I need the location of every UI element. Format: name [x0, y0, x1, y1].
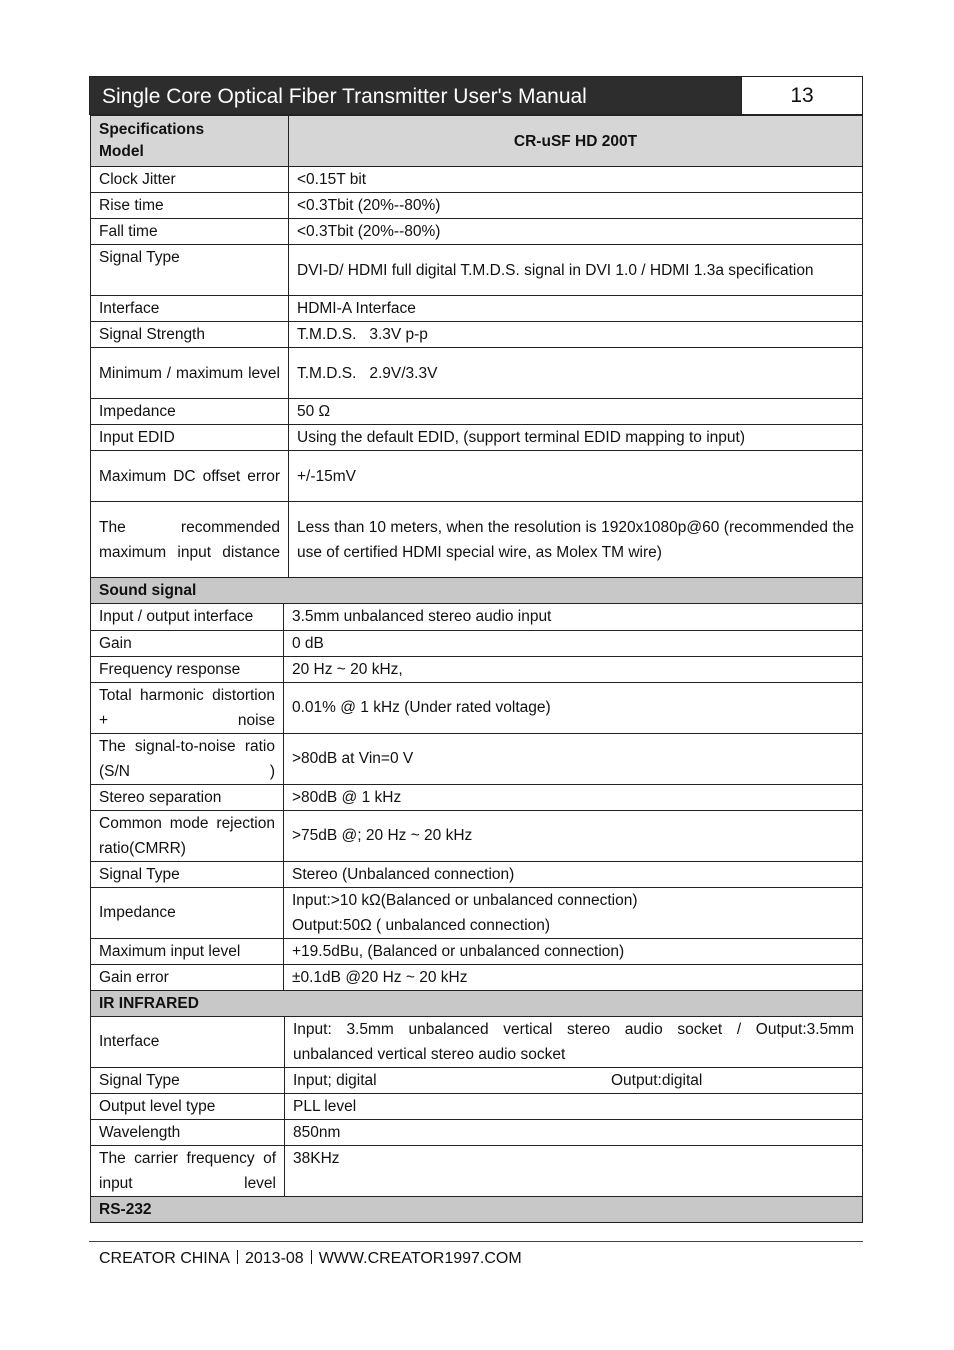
row-value: +19.5dBu, (Balanced or unbalanced connection) [284, 938, 863, 964]
row-value: Less than 10 meters, when the resolution is 1920x1080p@60 (recommended the use of certified HDMI special wire, as Molex TM wire) [289, 502, 863, 578]
table-row [91, 193, 863, 219]
page-number: 13 [742, 77, 862, 114]
table-row [91, 348, 863, 399]
row-value: >80dB at Vin=0 V [284, 733, 863, 784]
row-label: The recommended maximum input distance [91, 502, 289, 578]
table-row [91, 296, 863, 322]
table-row [91, 167, 863, 193]
row-label: Clock Jitter [91, 167, 289, 193]
impedance-input-value: Input:>10 kΩ(Balanced or unbalanced connection) [292, 891, 638, 909]
row-value: ±0.1dB @20 Hz ~ 20 kHz [284, 964, 863, 990]
row-label: Input EDID [91, 425, 289, 451]
row-value: 0 dB [284, 630, 863, 656]
row-value: 3.5mm unbalanced stereo audio input [284, 604, 863, 630]
row-label: Common mode rejection ratio(CMRR) [91, 810, 284, 861]
row-label: Impedance [91, 887, 284, 938]
row-label: Impedance [91, 399, 289, 425]
section-title: IR INFRARED [91, 990, 863, 1016]
row-value-split [285, 1068, 863, 1094]
row-label: Minimum / maximum level [91, 348, 289, 399]
row-label: Gain [91, 630, 284, 656]
row-value: T.M.D.S. 3.3V p-p [289, 322, 863, 348]
section-title: Sound signal [91, 578, 863, 604]
row-value-multiline [284, 887, 863, 938]
row-value: Using the default EDID, (support terminal EDID mapping to input) [289, 425, 863, 451]
signal-input-value: Input; digital [293, 1072, 377, 1089]
impedance-output-value: Output:50Ω ( unbalanced connection) [292, 916, 551, 934]
row-value: PLL level [285, 1094, 863, 1120]
row-label: Signal Type [91, 861, 284, 887]
specifications-table [90, 115, 863, 1223]
table-row [91, 656, 863, 682]
row-value: 50 Ω [289, 399, 863, 425]
row-value: <0.3Tbit (20%--80%) [289, 219, 863, 245]
section-header-sound [91, 578, 863, 604]
row-label: Maximum DC offset error [91, 451, 289, 502]
row-label: Signal Type [91, 1068, 285, 1094]
table-row [91, 219, 863, 245]
row-label: Maximum input level [91, 938, 284, 964]
row-label: Stereo separation [91, 784, 284, 810]
model-label: Model [99, 143, 144, 160]
row-label: The carrier frequency of input level [91, 1146, 285, 1197]
row-value: 850nm [285, 1120, 863, 1146]
row-value: 38KHz [285, 1146, 863, 1197]
row-label: Input / output interface [91, 604, 284, 630]
footer-divider [89, 1241, 863, 1242]
footer-company: CREATOR CHINA [99, 1250, 230, 1267]
row-label: Frequency response [91, 656, 284, 682]
table-row [91, 1146, 863, 1197]
specifications-label: Specifications [99, 121, 205, 138]
table-row [91, 1120, 863, 1146]
row-value: T.M.D.S. 2.9V/3.3V [289, 348, 863, 399]
table-row [91, 502, 863, 578]
table-row [91, 810, 863, 861]
table-row [91, 451, 863, 502]
document-title: Single Core Optical Fiber Transmitter User's Manual [90, 77, 742, 114]
table-row [91, 322, 863, 348]
footer-website: WWW.CREATOR1997.COM [318, 1250, 522, 1267]
row-value: 20 Hz ~ 20 kHz, [284, 656, 863, 682]
table-row [91, 604, 863, 630]
model-name: CR-uSF HD 200T [289, 116, 863, 167]
table-row [91, 887, 863, 938]
row-label: The signal-to-noise ratio (S/N ) [91, 733, 284, 784]
table-row [91, 630, 863, 656]
row-label: Output level type [91, 1094, 285, 1120]
row-label: Signal Type [91, 245, 289, 296]
section-header-rs232 [91, 1197, 863, 1223]
row-value: >80dB @ 1 kHz [284, 784, 863, 810]
table-row [91, 1017, 863, 1068]
table-row [91, 861, 863, 887]
table-row [91, 399, 863, 425]
page-header [89, 76, 863, 115]
table-row [91, 938, 863, 964]
row-value: +/-15mV [289, 451, 863, 502]
row-label: Wavelength [91, 1120, 285, 1146]
row-label: Signal Strength [91, 322, 289, 348]
table-row [91, 1068, 863, 1094]
footer-separator [311, 1250, 312, 1264]
row-value: Stereo (Unbalanced connection) [284, 861, 863, 887]
row-label: Fall time [91, 219, 289, 245]
row-value: DVI-D/ HDMI full digital T.M.D.S. signal in DVI 1.0 / HDMI 1.3a specification [289, 245, 863, 296]
row-label: Rise time [91, 193, 289, 219]
row-label: Interface [91, 296, 289, 322]
table-row [91, 245, 863, 296]
row-value: HDMI-A Interface [289, 296, 863, 322]
footer-separator [237, 1250, 238, 1264]
row-value: Input: 3.5mm unbalanced vertical stereo audio socket / Output:3.5mm unbalanced vertical stereo audio socket [285, 1017, 863, 1068]
table-row [91, 733, 863, 784]
section-title: RS-232 [91, 1197, 863, 1223]
row-label: Gain error [91, 964, 284, 990]
page-footer [99, 1250, 522, 1268]
row-label: Interface [91, 1017, 285, 1068]
row-value: 0.01% @ 1 kHz (Under rated voltage) [284, 682, 863, 733]
section-header-ir [91, 990, 863, 1016]
signal-output-value: Output:digital [611, 1072, 703, 1089]
footer-date: 2013-08 [244, 1250, 304, 1267]
row-value: <0.15T bit [289, 167, 863, 193]
header-label-cell [91, 116, 289, 167]
row-value: >75dB @; 20 Hz ~ 20 kHz [284, 810, 863, 861]
table-row [91, 1094, 863, 1120]
table-row [91, 964, 863, 990]
table-row [91, 425, 863, 451]
table-row [91, 682, 863, 733]
table-row [91, 784, 863, 810]
row-value: <0.3Tbit (20%--80%) [289, 193, 863, 219]
table-header-row [91, 116, 863, 167]
row-label: Total harmonic distortion + noise [91, 682, 284, 733]
